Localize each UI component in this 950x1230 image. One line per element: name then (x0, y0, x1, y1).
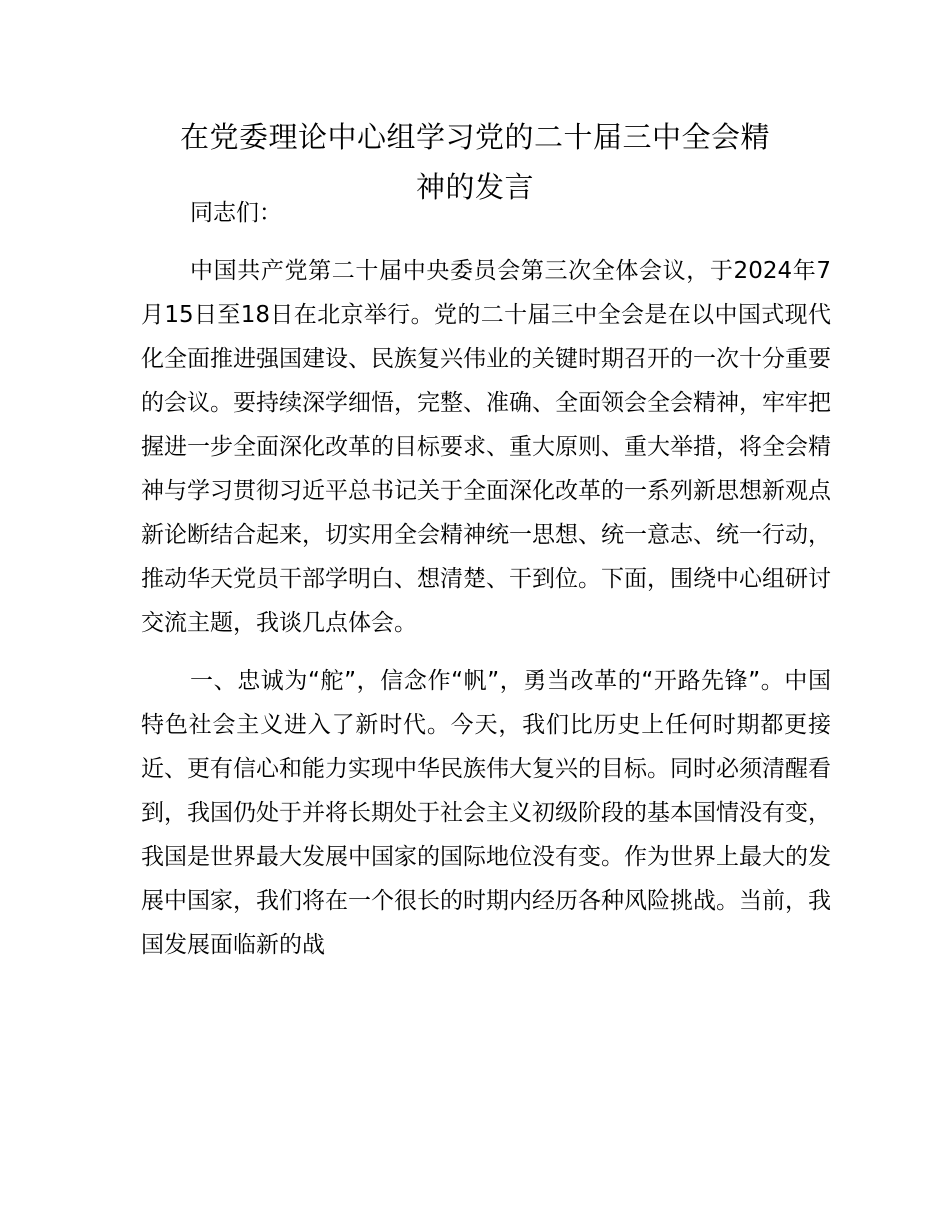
paragraph-intro: 中国共产党第二十届中央委员会第三次全体会议，于2024年7月15日至18日在北京举行。党的二十届三中全会是在以中国式现代化全面推进强国建设、民族复兴伟业的关键时期召开的一次十分重要的会议。要持续深学细悟，完整、准确、全面领会全会精神，牢牢把握进一步全面深化改革的目标要求、重大原则、重大举措，将全会精神与学习贯彻习近平总书记关于全面深化改革的一系列新思想新观点新论断结合起来，切实用全会精神统一思想、统一意志、统一行动，推动华天党员干部学明白、想清楚、干到位。下面，围绕中心组研讨交流主题，我谈几点体会。 (141, 258, 831, 636)
salutation: 同志们： (190, 200, 282, 226)
paragraph-section-one: 一、忠诚为“舵”，信念作“帆”，勇当改革的“开路先锋”。中国特色社会主义进入了新时代。今天，我们比历史上任何时期都更接近、更有信心和能力实现中华民族伟大复兴的目标。同时必须清醒看到，我国仍处于并将长期处于社会主义初级阶段的基本国情没有变，我国是世界最大发展中国家的国际地位没有变。作为世界上最大的发展中国家，我们将在一个很长的时期内经历各种风险挑战。当前，我国发展面临新的战 (141, 668, 831, 958)
title-line-2: 神的发言 (415, 170, 534, 204)
title-line-1: 在党委理论中心组学习党的二十届三中全会精 (179, 120, 770, 154)
document-body (141, 191, 831, 967)
